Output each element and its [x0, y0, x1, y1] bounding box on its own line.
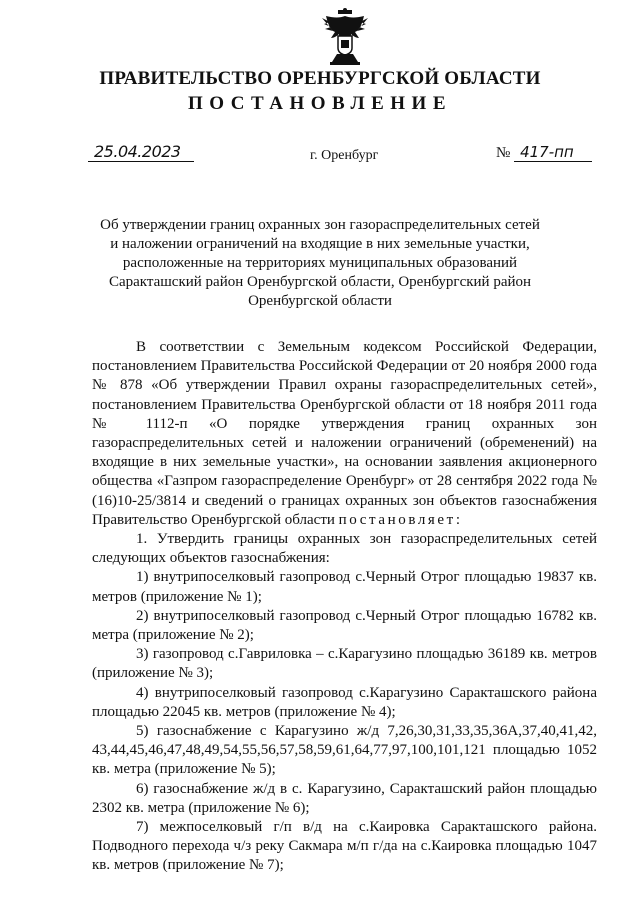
subitem-2: 2) внутрипоселковый газопровод с.Черный Отрог площадью 16782 кв. метра (приложение № 2); — [92, 607, 597, 644]
decree-word: постановляет: — [338, 511, 463, 528]
organization-name: ПРАВИТЕЛЬСТВО ОРЕНБУРГСКОЙ ОБЛАСТИ — [99, 68, 541, 89]
document-city: г. Оренбург — [310, 148, 379, 163]
document-type: ПОСТАНОВЛЕНИЕ — [187, 93, 453, 114]
subitem-4: 4) внутрипоселковый газопровод с.Карагузино Саракташского района площадью 22045 кв. метров (приложение № 4); — [92, 684, 597, 720]
document-body — [92, 338, 597, 876]
item-1: 1. Утвердить границы охранных зон газораспределительных сетей следующих объектов газоснабжения: — [92, 531, 597, 567]
subitem-6: 6) газоснабжение ж/д в с. Карагузино, Саракташский район площадью 2302 кв. метра (приложение № 6); — [92, 780, 597, 816]
number-sign: № — [496, 145, 511, 161]
subitem-7: 7) межпоселковый г/п в/д на с.Каировка Саракташского района. Подводного перехода ч/з реку Сакмара м/п г/да на с.Каировка площадью 1047 кв. метров (приложение № 7); — [92, 819, 597, 874]
number-value: 417-пп — [514, 143, 592, 162]
document-title: Об утверждении границ охранных зон газораспределительных сетей и наложении ограничений на входящие в них земельные участки, расположенные на территориях муниципальных образований Саракташский район Оренбургской области, Оренбургский район Оренбургской области — [100, 217, 540, 309]
coat-of-arms-icon — [316, 8, 374, 66]
document-number — [496, 143, 592, 162]
preamble-text: В соответствии с Земельным кодексом Российской Федерации, постановлением Правительства Российской Федерации от 20 ноября 2000 года № 878 «Об утверждении Правил охраны газораспределительных сетей», постановлением Правительства Оренбургской области от 18 ноября 2011 года № 1112-п «О порядке утверждения границ охранных зон газораспределительных сетей и наложении ограничений (обременений) на входящие в них земельные участки», на основании заявления акционерного общества «Газпром газораспределение Оренбург» от 28 сентября 2022 года № (16)10-25/3814 и сведений о границах охранных зон объектов газоснабжения Правительство Оренбургской области — [92, 339, 597, 528]
document-date: 25.04.2023 — [88, 143, 194, 162]
subitem-5: 5) газоснабжение с Карагузино ж/д 7,26,30,31,33,35,36А,37,40,41,42, 43,44,45,46,47,48,49,54,55,56,57,58,59,61,64,77,97,100,101,121 площадью 1052 кв. метра (приложение № 5); — [92, 723, 597, 778]
preamble-paragraph — [92, 338, 597, 530]
subitem-3: 3) газопровод с.Гавриловка – с.Карагузино площадью 36189 кв. метров (приложение № 3); — [92, 646, 597, 682]
subitem-1: 1) внутрипоселковый газопровод с.Черный Отрог площадью 19837 кв. метров (приложение № 1); — [92, 569, 597, 605]
